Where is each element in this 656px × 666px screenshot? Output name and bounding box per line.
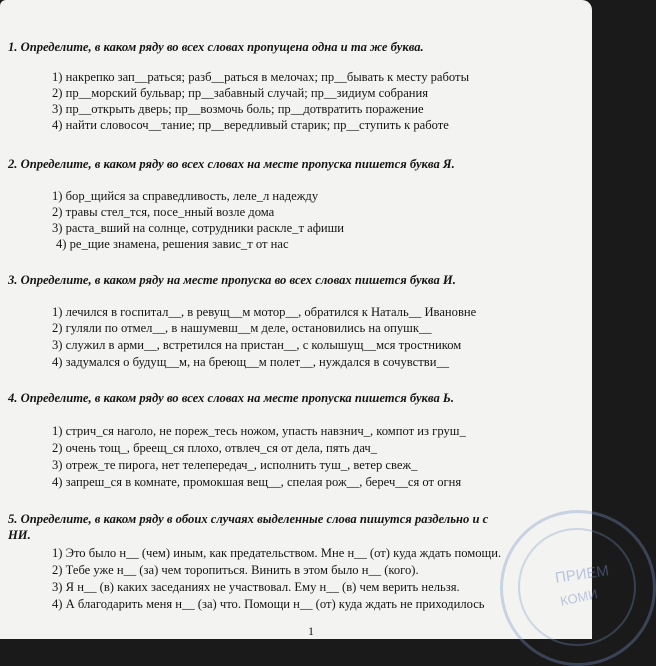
question-4-option-1: 1) стрич_ся наголо, не пореж_тесь ножом, упасть навзнич_, компот из груш_ xyxy=(52,424,466,438)
stamp-seal-inner xyxy=(518,528,636,646)
question-4-option-2: 2) очень тощ_, бреещ_ся плохо, отвлеч_ся от дела, пять дач_ xyxy=(52,441,378,455)
question-3-title: 3. Определите, в каком ряду на месте пропуска во всех словах пишется буква И. xyxy=(8,273,456,287)
stamp-text: ПРИЕМ xyxy=(554,562,610,587)
question-2-option-1: 1) бор_щийся за справедливость, леле_л надежду xyxy=(52,189,319,203)
question-5-title: 5. Определите, в каком ряду в обоих случаях выделенные слова пишутся раздельно и с xyxy=(8,512,489,526)
question-2-option-3: 3) раста_вший на солнце, сотрудники раскле_т афиши xyxy=(52,221,345,235)
question-1-option-3: 3) пр__открыть дверь; пр__возмочь боль; пр__дотвратить поражение xyxy=(52,102,424,116)
question-3-option-2: 2) гуляли по отмел__, в нашумевш__м деле, остановились на опушк__ xyxy=(52,321,432,335)
question-5-option-3: 3) Я н__ (в) каких заседаниях не участвовал. Ему н__ (в) чем верить нельзя. xyxy=(52,580,460,594)
question-2-option-4: 4) ре_щие знамена, решения завис_т от нас xyxy=(56,237,289,251)
question-5-title-cont: НИ. xyxy=(8,528,31,542)
question-2-title: 2. Определите, в каком ряду во всех словах на месте пропуска пишется буква Я. xyxy=(8,157,455,171)
question-4-title: 4. Определите, в каком ряду во всех словах на месте пропуска пишется буква Ь. xyxy=(8,391,455,405)
question-1-option-4: 4) найти словосоч__тание; пр__вередливый старик; пр__ступить к работе xyxy=(52,118,449,132)
question-1-option-2: 2) пр__морский бульвар; пр__забавный случай; пр__зидиум собрания xyxy=(52,86,429,100)
question-5-option-2: 2) Тебе уже н__ (за) чем торопиться. Винить в этом было н__ (кого). xyxy=(52,563,419,577)
question-3-option-1: 1) лечился в госпитал__, в ревущ__м мотор__, обратился к Наталь__ Ивановне xyxy=(52,305,477,319)
question-5-option-4: 4) А благодарить меня н__ (за) что. Помощи н__ (от) куда ждать не приходилось xyxy=(52,597,485,611)
question-3-option-3: 3) служил в арми__, встретился на пристан__, с колышущ__мся тростником xyxy=(52,338,462,352)
stamp-text-2: КОМИ xyxy=(558,586,599,609)
question-3-option-4: 4) задумался о будущ__м, на бреющ__м полет__, нуждался в сочувстви__ xyxy=(52,355,450,369)
question-5-option-1: 1) Это было н__ (чем) иным, как предательством. Мне н__ (от) куда ждать помощи. xyxy=(52,546,502,560)
question-4-option-3: 3) отреж_те пирога, нет телепередач_, исполнить туш_, ветер свеж_ xyxy=(52,458,418,472)
question-1-option-1: 1) накрепко зап__раться; разб__раться в мелочах; пр__бывать к месту работы xyxy=(52,70,470,84)
question-4-option-4: 4) запреш_ся в комнате, промокшая вещ__, спелая рож__, береч__ся от огня xyxy=(52,475,462,489)
page-number: 1 xyxy=(308,624,314,638)
question-2-option-2: 2) травы стел_тся, посе_нный возле дома xyxy=(52,205,275,219)
question-1-title: 1. Определите, в каком ряду во всех словах пропущена одна и та же буква. xyxy=(8,40,424,54)
